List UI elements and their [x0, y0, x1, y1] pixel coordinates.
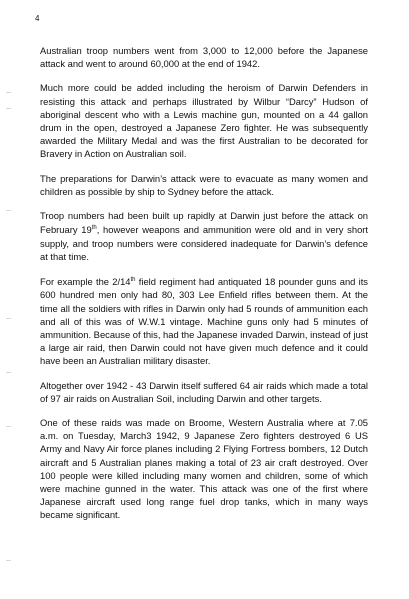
paragraph-weapons-shortage: Troop numbers had been built up rapidly at Darwin just before the attack on February 19th, however weapons and ammunition were old and in very short supply, and troop numbers were considered inadequate for Darwin’s defence at that time. [40, 210, 369, 262]
binding-marks [2, 0, 16, 599]
paragraph-darwin-defenders: Much more could be added including the heroism of Darwin Defenders in resisting this attack and perhaps illustrated by Wilbur “Darcy” Hudson of aboriginal descent who with a Lewis machine gun, mounted on a 44 gallon drum in the open, destroyed a Japanese Zero fighter. He was subsequently awarded the Military Medal and was the first Australian to be decorated for Bravery in Action on Australian soil. [40, 82, 368, 160]
paragraph-air-raids: Altogether over 1942 - 43 Darwin itself suffered 64 air raids which made a total of 97 air raids on Australian Soil, including Darwin and other targets. [40, 379, 368, 404]
ordinal-suffix: th [130, 276, 136, 283]
paragraph-broome-raid: One of these raids was made on Broome, Western Australia where at 7.05 a.m. on Tuesday, March3 1942, 9 Japanese Zero fighters destroyed 6 US Army and Navy Air force planes including 2 Flying Fortress bombers, 12 Dutch aircraft and 5 Australian planes making a total of 23 air craft destroyed. Over 100 people were killed including many women and children, some of which were machine gunned in the water. This attack was one of the first where Japanese aircraft used long range fuel drop tanks, which in many ways became significant. [40, 416, 368, 521]
paragraph-troop-numbers: Australian troop numbers went from 3,000 to 12,000 before the Japanese attack and went to around 60,000 at the end of 1942. [40, 45, 368, 70]
body-text [40, 44, 368, 533]
ordinal-suffix: th [91, 225, 97, 232]
paragraph-field-regiment: For example the 2/14th field regiment had antiquated 18 pounder guns and its 600 hundred men only had 80, 303 Lee Enfield rifles between them. At the time all the soldiers with rifles in Darwin only had 5 rounds of ammunition each and all of this was of W.W.1 vintage. Machine guns only had 5 minutes of ammunition. Because of this, had the Japanese invaded Darwin, instead of just a large air raid, then Darwin could not have given much defence and it could have been an Australian military disaster. [40, 276, 368, 367]
paragraph-evacuation: The preparations for Darwin’s attack were to evacuate as many women and children as possible by ship to Sydney before the attack. [40, 172, 368, 197]
page-number: 4 [35, 14, 40, 23]
